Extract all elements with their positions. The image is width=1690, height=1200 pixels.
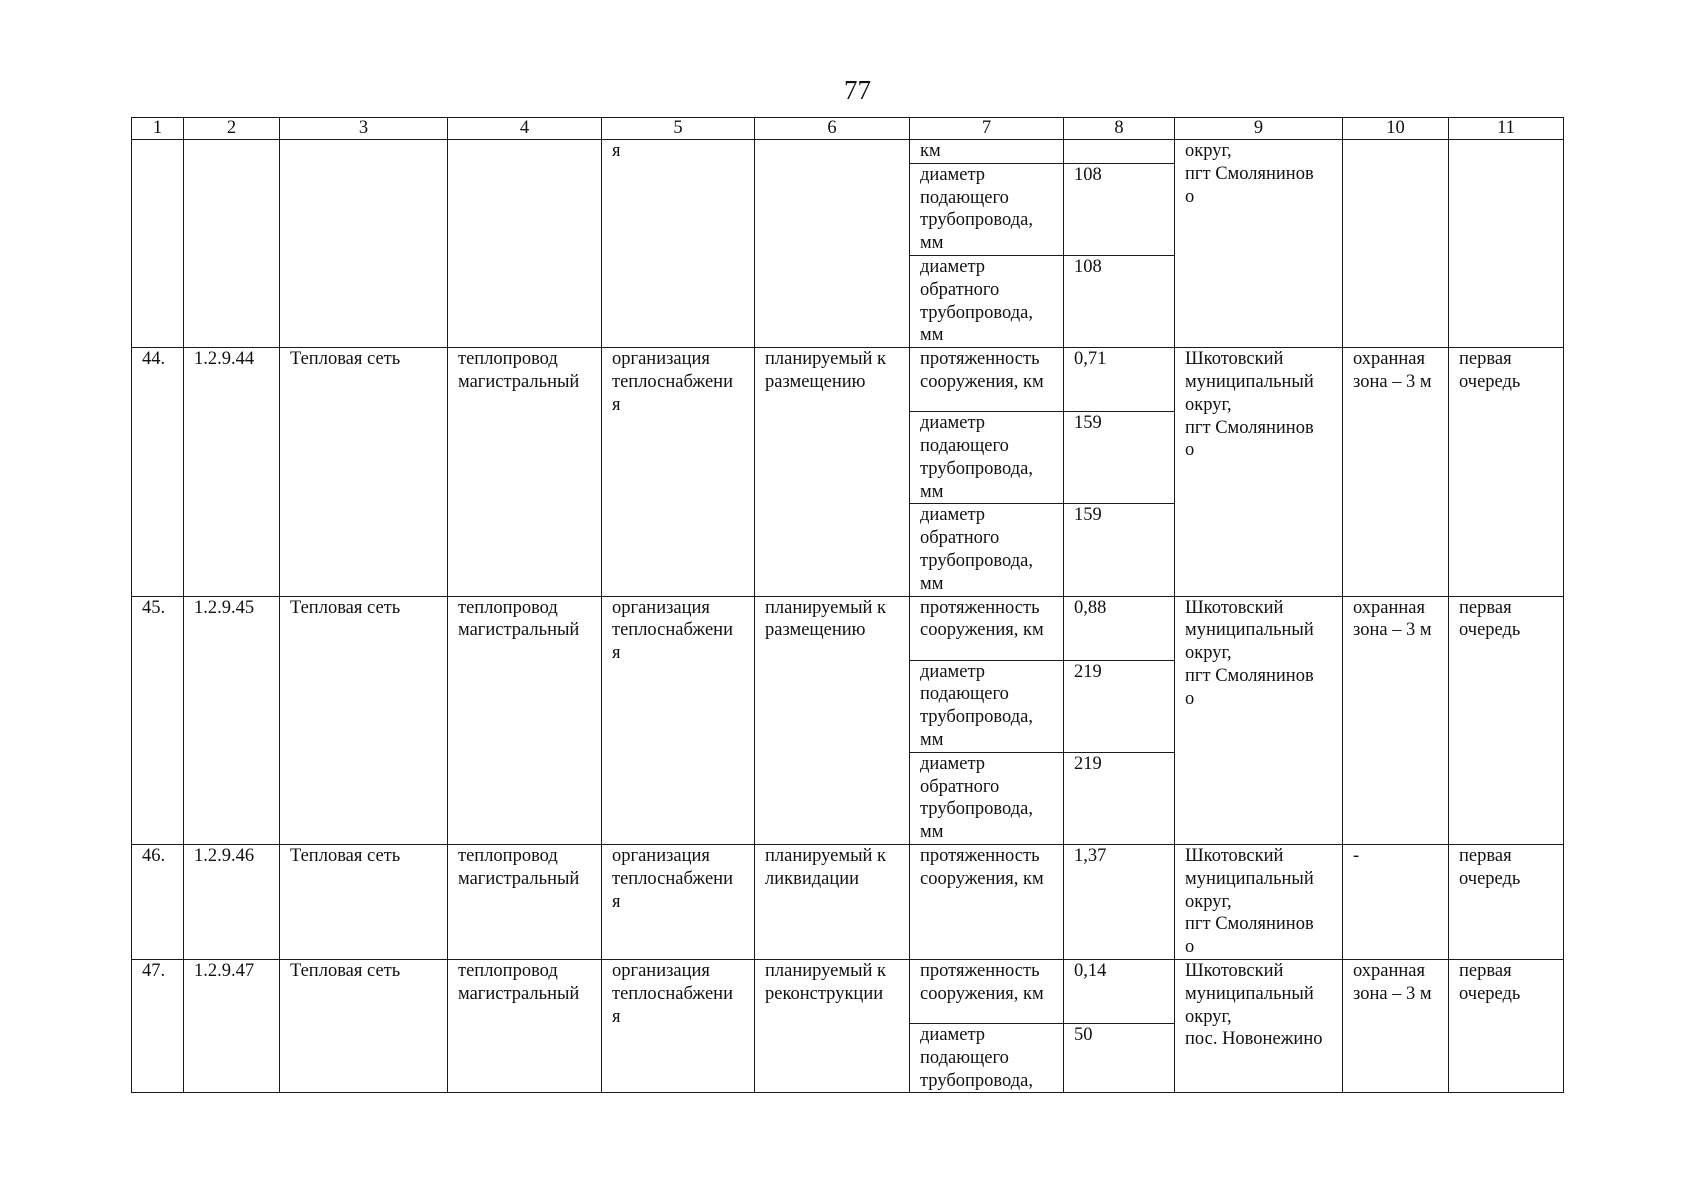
column-header-1: 1 — [132, 118, 184, 140]
cell-param-name: протяженность сооружения, км — [910, 596, 1064, 660]
cell-purpose: организация теплоснабжени я — [602, 844, 755, 959]
table-row — [132, 140, 1564, 164]
header-row — [132, 118, 1564, 140]
cell-kind: теплопровод магистральный — [448, 844, 602, 959]
cell-param-name: диаметр обратного трубопровода, мм — [910, 752, 1064, 844]
column-header-11: 11 — [1449, 118, 1564, 140]
cell-param-value: 219 — [1064, 660, 1175, 752]
cell-location: Шкотовский муниципальный округ, пгт Смолянинов о — [1175, 348, 1343, 596]
cell-zone: охранная зона – 3 м — [1343, 348, 1449, 596]
column-header-4: 4 — [448, 118, 602, 140]
cell-param-value: 1,37 — [1064, 844, 1175, 959]
cell-stage: первая очередь — [1449, 596, 1564, 844]
cell-stage: первая очередь — [1449, 844, 1564, 959]
cell-status — [755, 140, 910, 348]
cell-param-value: 159 — [1064, 412, 1175, 504]
cell-param-name: км — [910, 140, 1064, 164]
cell-purpose: организация теплоснабжени я — [602, 348, 755, 596]
column-header-10: 10 — [1343, 118, 1449, 140]
cell-type: Тепловая сеть — [280, 959, 448, 1092]
cell-param-value: 159 — [1064, 504, 1175, 596]
column-header-5: 5 — [602, 118, 755, 140]
cell-purpose: организация теплоснабжени я — [602, 959, 755, 1092]
cell-status: планируемый к реконструкции — [755, 959, 910, 1092]
cell-number: 46. — [132, 844, 184, 959]
cell-type: Тепловая сеть — [280, 844, 448, 959]
cell-stage: первая очередь — [1449, 348, 1564, 596]
cell-purpose: я — [602, 140, 755, 348]
cell-param-name: протяженность сооружения, км — [910, 844, 1064, 959]
cell-param-name: диаметр обратного трубопровода, мм — [910, 255, 1064, 347]
cell-param-name: протяженность сооружения, км — [910, 959, 1064, 1023]
cell-zone: охранная зона – 3 м — [1343, 959, 1449, 1092]
cell-type — [280, 140, 448, 348]
cell-number — [132, 140, 184, 348]
column-header-8: 8 — [1064, 118, 1175, 140]
cell-param-value — [1064, 140, 1175, 164]
page-number: 77 — [844, 75, 871, 105]
cell-kind: теплопровод магистральный — [448, 959, 602, 1092]
cell-param-name: диаметр подающего трубопровода, мм — [910, 660, 1064, 752]
cell-param-value: 108 — [1064, 255, 1175, 347]
column-header-3: 3 — [280, 118, 448, 140]
column-header-9: 9 — [1175, 118, 1343, 140]
column-header-6: 6 — [755, 118, 910, 140]
cell-param-value: 219 — [1064, 752, 1175, 844]
table-row — [132, 959, 1564, 1023]
table-body — [132, 118, 1564, 1093]
table-row — [132, 596, 1564, 660]
cell-param-value: 0,14 — [1064, 959, 1175, 1023]
cell-status: планируемый к размещению — [755, 596, 910, 844]
cell-param-name: диаметр подающего трубопровода, — [910, 1023, 1064, 1092]
cell-location: Шкотовский муниципальный округ, пос. Новонежино — [1175, 959, 1343, 1092]
cell-location: Шкотовский муниципальный округ, пгт Смолянинов о — [1175, 844, 1343, 959]
cell-param-value: 50 — [1064, 1023, 1175, 1092]
cell-param-value: 0,71 — [1064, 348, 1175, 412]
cell-status: планируемый к размещению — [755, 348, 910, 596]
cell-param-name: диаметр обратного трубопровода, мм — [910, 504, 1064, 596]
cell-number: 45. — [132, 596, 184, 844]
cell-status: планируемый к ликвидации — [755, 844, 910, 959]
cell-stage — [1449, 140, 1564, 348]
cell-number: 47. — [132, 959, 184, 1092]
column-header-7: 7 — [910, 118, 1064, 140]
cell-param-name: протяженность сооружения, км — [910, 348, 1064, 412]
cell-number: 44. — [132, 348, 184, 596]
cell-purpose: организация теплоснабжени я — [602, 596, 755, 844]
cell-kind: теплопровод магистральный — [448, 348, 602, 596]
cell-code — [184, 140, 280, 348]
cell-location: округ, пгт Смолянинов о — [1175, 140, 1343, 348]
cell-param-value: 0,88 — [1064, 596, 1175, 660]
table-row — [132, 348, 1564, 412]
cell-code: 1.2.9.45 — [184, 596, 280, 844]
cell-code: 1.2.9.46 — [184, 844, 280, 959]
data-table — [131, 117, 1564, 1093]
cell-type: Тепловая сеть — [280, 596, 448, 844]
cell-zone: охранная зона – 3 м — [1343, 596, 1449, 844]
cell-type: Тепловая сеть — [280, 348, 448, 596]
cell-param-value: 108 — [1064, 163, 1175, 255]
cell-code: 1.2.9.44 — [184, 348, 280, 596]
cell-param-name: диаметр подающего трубопровода, мм — [910, 163, 1064, 255]
cell-kind — [448, 140, 602, 348]
cell-param-name: диаметр подающего трубопровода, мм — [910, 412, 1064, 504]
cell-location: Шкотовский муниципальный округ, пгт Смолянинов о — [1175, 596, 1343, 844]
cell-kind: теплопровод магистральный — [448, 596, 602, 844]
cell-stage: первая очередь — [1449, 959, 1564, 1092]
cell-zone — [1343, 140, 1449, 348]
table-row — [132, 844, 1564, 959]
cell-zone: - — [1343, 844, 1449, 959]
column-header-2: 2 — [184, 118, 280, 140]
cell-code: 1.2.9.47 — [184, 959, 280, 1092]
